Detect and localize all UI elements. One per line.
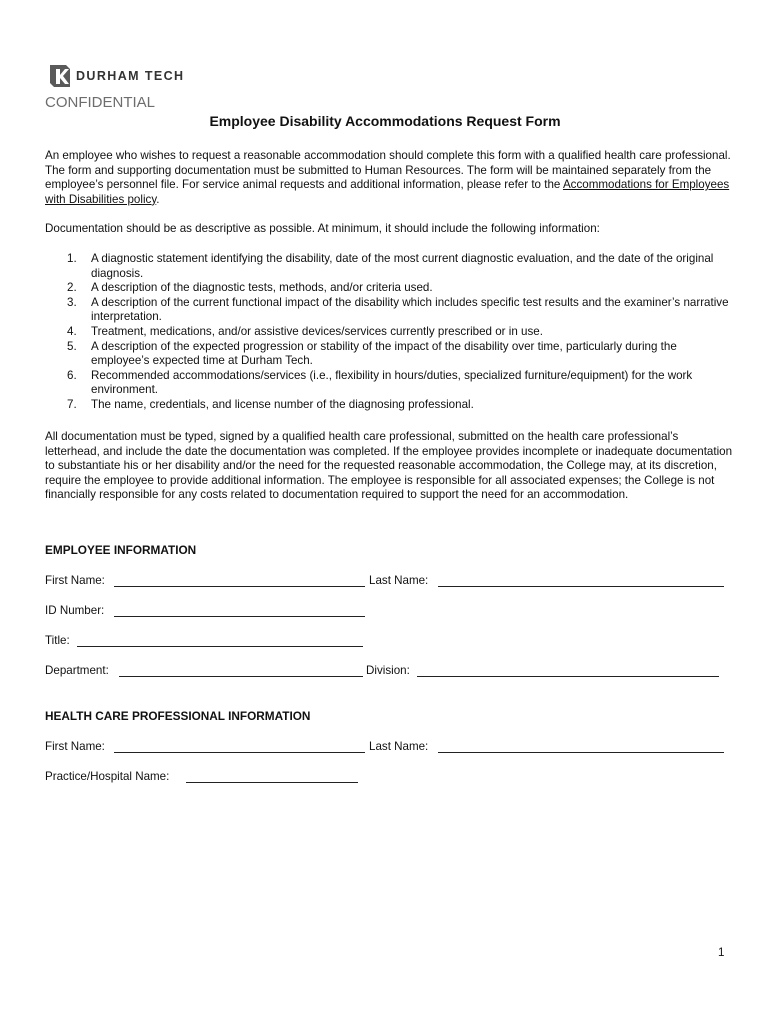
documentation-paragraph: All documentation must be typed, signed by a qualified health care professional, submitted on the health care professional’s letterhead, and include the date the documentation was completed. If the employee provides incomplete or inadequate documentation to substantiate his or her disability and/or the need for the requested reasonable accommodation, the College may, at its discretion, require the employee to provide additional information. The employee is responsible for all associated expenses; the College is not financially responsible for any costs related to documentation required to support the need for an accommodation.	[45, 430, 733, 502]
list-item-text: Recommended accommodations/services (i.e., flexibility in hours/duties, specialized furniture/equipment) for the work environment.	[91, 368, 693, 397]
requirements-list	[45, 252, 735, 413]
list-item	[45, 281, 735, 296]
intro-text: An employee who wishes to request a reasonable accommodation should complete this form with a qualified health care professional. The form and supporting documentation must be submitted to Human Resources. The form will be maintained separately from the employee’s personnel file. For service animal requests and additional information, please refer to the	[45, 149, 731, 192]
hcp-practice-label: Practice/Hospital Name:	[45, 770, 170, 783]
durham-tech-logo-icon	[47, 63, 73, 89]
hcp-last-name-label: Last Name:	[369, 740, 429, 753]
policy-link[interactable]: Accommodations for Employees with Disabilities policy	[45, 178, 730, 206]
employee-division-field[interactable]	[417, 676, 719, 677]
hcp-section-heading: HEALTH CARE PROFESSIONAL INFORMATION	[45, 709, 311, 723]
form-title: Employee Disability Accommodations Request Form	[209, 113, 561, 129]
list-item-number: 4.	[67, 324, 77, 338]
durham-tech-logo	[47, 63, 197, 89]
employee-last-name-label: Last Name:	[369, 574, 429, 587]
list-item-number: 5.	[67, 339, 77, 353]
list-item-number: 2.	[67, 281, 77, 295]
list-item-number: 7.	[67, 397, 77, 411]
employee-division-label: Division:	[366, 664, 410, 677]
list-item	[45, 296, 735, 325]
list-item-number: 6.	[67, 368, 77, 382]
employee-department-field[interactable]	[119, 676, 363, 677]
employee-id-field[interactable]	[114, 616, 365, 617]
list-item-text: Treatment, medications, and/or assistive devices/services currently prescribed or in use.	[91, 324, 543, 338]
employee-title-label: Title:	[45, 634, 70, 647]
employee-first-name-field[interactable]	[114, 586, 365, 587]
employee-section-heading: EMPLOYEE INFORMATION	[45, 543, 197, 557]
list-item-text: A description of the current functional impact of the disability which includes specific test results and the examiner’s narrative interpretation.	[91, 295, 729, 324]
list-item-number: 1.	[67, 252, 77, 265]
list-item	[45, 340, 735, 369]
employee-first-name-label: First Name:	[45, 574, 105, 587]
list-item-text: A diagnostic statement identifying the disability, date of the most current diagnostic evaluation, and the date of the original diagnosis.	[91, 252, 714, 280]
page-number: 1	[718, 946, 725, 959]
employee-last-name-field[interactable]	[438, 586, 724, 587]
list-item-text: A description of the diagnostic tests, methods, and/or criteria used.	[91, 281, 433, 295]
hcp-first-name-field[interactable]	[114, 752, 365, 753]
confidential-label: CONFIDENTIAL	[45, 94, 156, 111]
intro-text-end: .	[156, 192, 160, 206]
employee-department-label: Department:	[45, 664, 109, 677]
list-item-text: The name, credentials, and license number of the diagnosing professional.	[91, 397, 474, 411]
hcp-first-name-label: First Name:	[45, 740, 105, 753]
list-item	[45, 252, 735, 281]
employee-title-field[interactable]	[77, 646, 363, 647]
list-item	[45, 398, 735, 413]
intro-paragraph	[45, 149, 735, 207]
documentation-intro: Documentation should be as descriptive as possible. At minimum, it should include the following information:	[45, 222, 600, 235]
list-item-text: A description of the expected progression or stability of the impact of the disability over time, particularly during the employee’s expected time at Durham Tech.	[91, 339, 677, 368]
list-item	[45, 369, 735, 398]
hcp-practice-field[interactable]	[186, 782, 358, 783]
employee-id-label: ID Number:	[45, 604, 105, 617]
logo-text: DURHAM TECH	[76, 69, 185, 83]
hcp-last-name-field[interactable]	[438, 752, 724, 753]
list-item	[45, 325, 735, 340]
list-item-number: 3.	[67, 295, 77, 309]
